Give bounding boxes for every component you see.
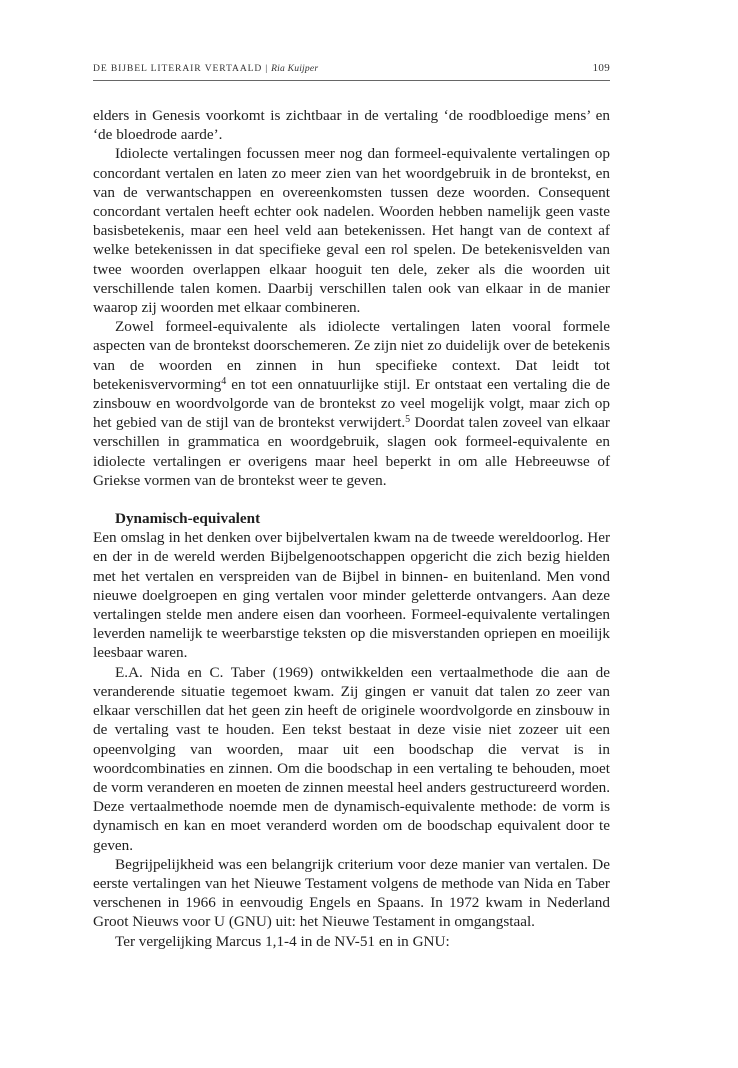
paragraph: Idiolecte vertalingen focussen meer nog dan formeel-equivalente vertalingen op concordant vertalen en laten zo meer zien van het woordgebruik in de brontekst, en van de verwantschappen en overeenkomsten tussen deze woorden. Consequent concordant vertalen heeft echter ook nadelen. Woorden hebben namelijk geen vaste basisbetekenis, maar een heel veld aan betekenissen. Het hangt van de context af welke betekenissen in dat specifieke geval een rol spelen. De betekenisvelden van twee woorden overlappen elkaar hooguit ten dele, zeker als die woorden uit verschillende talen komen. Daarbij verschillen talen ook van elkaar in de manier waarop zij woorden met elkaar combineren.	[93, 145, 610, 317]
paragraph: Een omslag in het denken over bijbelvertalen kwam na de tweede wereldoorlog. Her en der in de wereld werden Bijbelgenootschappen opgericht die zich bezig hielden met het vertalen en verspreiden van de Bijbel in binnen- en buitenland. Men vond nieuwe doelgroepen en ging vertalen voor minder geletterde ontvangers. Aan deze vertalingen stelde men andere eisen dan voorheen. Formeel-equivalente vertalingen leverden namelijk te weerbarstige teksten op die misverstanden opriepen en moeilijk leesbaar waren.	[93, 529, 610, 662]
body-text	[93, 106, 610, 951]
paragraph: E.A. Nida en C. Taber (1969) ontwikkelden een vertaalmethode die aan de veranderende situatie tegemoet kwam. Zij gingen er vanuit dat talen zo zeer van elkaar verschillen dat het geen zin heeft de originele woordvolgorde en zinsbouw in de vertaling vast te houden. Een tekst bestaat in deze visie niet zozeer uit een opeenvolging van woorden, maar uit een boodschap die vervat is in woordcombinaties en zinnen. Om die boodschap in een vertaling te behouden, moet de vorm veranderen en moeten de zinnen meestal heel anders gestructureerd worden. Deze vertaalmethode noemde men de dynamisch-equivalente methode: de vorm is dynamisch en kan en moet veranderd worden om de boodschap equivalent door te geven.	[93, 663, 610, 854]
footnote-ref: 5	[405, 414, 411, 426]
paragraph-text: Zowel formeel-equivalente als idiolecte vertalingen laten vooral formele aspecten van de brontekst doorschemeren. Ze zijn niet zo duidelijk over de betekenis van de woorden en zinnen in hun specifieke context. Dat leidt tot betekenisvervorming	[93, 318, 610, 393]
paragraph-text: Doordat talen zoveel van elkaar verschillen in grammatica en woordgebruik, slagen ook formeel-equivalente en idiolecte vertalingen er overigens maar heel beperkt in om alle Hebreeuwse of Griekse vormen van de brontekst weer te geven.	[93, 414, 610, 489]
paragraph-text: en tot een onnatuurlijke stijl. Er ontstaat een vertaling die de zinsbouw en woordvolgorde van de brontekst zo veel mogelijk volgt, maar zich op het gebied van de stijl van de brontekst verwijdert.	[93, 375, 610, 432]
paragraph: Begrijpelijkheid was een belangrijk criterium voor deze manier van vertalen. De eerste vertalingen van het Nieuwe Testament volgens de methode van Nida en Taber verschenen in 1966 in eenvoudig Engels en Spaans. In 1972 kwam in Nederland Groot Nieuws voor U (GNU) uit: het Nieuwe Testament in omgangstaal.	[93, 855, 610, 931]
running-head-left	[93, 63, 318, 74]
header-rule	[93, 80, 610, 81]
paragraph	[93, 317, 610, 490]
page-number: 109	[592, 62, 610, 74]
section-heading: Dynamisch-equivalent	[115, 510, 261, 528]
running-head-separator: |	[265, 63, 269, 74]
book-title: DE BIJBEL LITERAIR VERTAALD	[93, 63, 263, 74]
running-head	[93, 62, 610, 74]
footnote-ref: 4	[221, 375, 227, 387]
paragraph: Ter vergelijking Marcus 1,1-4 in de NV-51 en in GNU:	[115, 932, 450, 950]
paragraph: elders in Genesis voorkomt is zichtbaar in de vertaling ‘de roodbloedige mens’ en ‘de bloedrode aarde’.	[93, 107, 610, 144]
author-name: Ria Kuijper	[271, 63, 319, 74]
